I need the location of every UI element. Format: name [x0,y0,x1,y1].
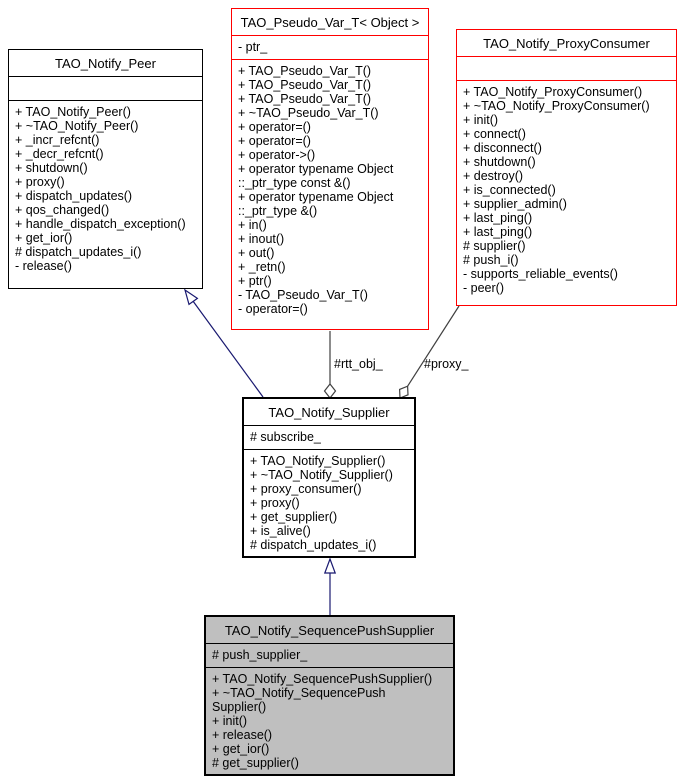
member-line: + TAO_Notify_ProxyConsumer() [463,85,643,99]
member-line: Supplier() [212,700,267,714]
member-line: + shutdown() [463,155,536,169]
member-line: + init() [212,714,248,728]
member-line: + destroy() [463,169,524,183]
member-line: + operator=() [238,120,311,134]
member-line: + get_supplier() [250,510,338,524]
class-attributes [244,425,414,450]
member-line: + out() [238,246,275,260]
member-line: + is_alive() [250,524,311,538]
member-line: + init() [463,113,499,127]
class-attributes [457,56,676,81]
member-line: ::_ptr_type &() [238,204,318,218]
edge-label-rtt-obj: #rtt_obj_ [334,357,383,371]
member-line: + release() [212,728,273,742]
member-line: # supplier() [463,239,526,253]
member-line: - ptr_ [238,40,268,54]
member-line: - TAO_Pseudo_Var_T() [238,288,368,302]
member-line: - release() [15,259,72,273]
class-box-tao-notify-peer[interactable] [8,49,203,289]
class-attributes [9,76,202,101]
member-line: ::_ptr_type const &() [238,176,351,190]
member-line: + operator=() [238,134,311,148]
member-line: + ptr() [238,274,272,288]
member-line: + connect() [463,127,526,141]
class-box-tao-notify-supplier[interactable] [242,397,416,558]
class-box-tao-notify-proxyconsumer[interactable] [456,29,677,306]
member-line: - peer() [463,281,504,295]
class-title: TAO_Notify_Peer [55,56,156,71]
class-title: TAO_Notify_Supplier [268,405,390,420]
class-methods [244,450,414,556]
member-line: + qos_changed() [15,203,110,217]
member-line: + last_ping() [463,225,533,239]
member-line: + _decr_refcnt() [15,147,104,161]
member-line: + proxy() [250,496,300,510]
member-line: # get_supplier() [212,756,299,770]
class-title: TAO_Notify_ProxyConsumer [483,36,650,51]
member-line: + disconnect() [463,141,542,155]
member-line: + get_ior() [212,742,270,756]
member-line: + TAO_Pseudo_Var_T() [238,92,372,106]
member-line: + TAO_Notify_SequencePushSupplier() [212,672,433,686]
class-methods [457,81,676,305]
member-line: + last_ping() [463,211,533,225]
member-line: # push_supplier_ [212,648,308,662]
member-line: + proxy() [15,175,65,189]
member-line: + _retn() [238,260,286,274]
member-line: # push_i() [463,253,519,267]
class-title: TAO_Pseudo_Var_T< Object > [240,15,420,30]
member-line: + get_ior() [15,231,73,245]
member-line: + ~TAO_Notify_SequencePush [212,686,386,700]
member-line: - operator=() [238,302,308,316]
member-line: # dispatch_updates_i() [250,538,377,552]
member-line: - supports_reliable_events() [463,267,618,281]
member-line: + TAO_Notify_Peer() [15,105,131,119]
member-line: + ~TAO_Notify_ProxyConsumer() [463,99,650,113]
class-box-tao-notify-sequencepushsupplier[interactable] [204,615,455,776]
class-box-tao-pseudo-var-t[interactable] [231,8,429,330]
class-attributes [232,35,428,60]
inheritance-edge-sequencepushsupplier-to-supplier [325,559,335,615]
member-line: + ~TAO_Notify_Peer() [15,119,139,133]
member-line: + proxy_consumer() [250,482,362,496]
member-line: + TAO_Pseudo_Var_T() [238,78,372,92]
member-line: + supplier_admin() [463,197,567,211]
member-line: # subscribe_ [250,430,321,444]
member-line: + inout() [238,232,285,246]
member-line: + is_connected() [463,183,556,197]
edge-label-proxy: #proxy_ [424,357,469,371]
member-line: + _incr_refcnt() [15,133,100,147]
member-line: + handle_dispatch_exception() [15,217,186,231]
member-line: + operator->() [238,148,316,162]
member-line: + dispatch_updates() [15,189,133,203]
class-attributes [206,643,453,668]
member-line: + operator typename Object [238,162,394,176]
member-line: + ~TAO_Pseudo_Var_T() [238,106,379,120]
member-line: + operator typename Object [238,190,394,204]
member-line: + in() [238,218,267,232]
class-title: TAO_Notify_SequencePushSupplier [224,623,435,638]
member-line: # dispatch_updates_i() [15,245,142,259]
member-line: + TAO_Notify_Supplier() [250,454,386,468]
member-line: + shutdown() [15,161,88,175]
member-line: + TAO_Pseudo_Var_T() [238,64,372,78]
class-methods [9,101,202,288]
member-line: + ~TAO_Notify_Supplier() [250,468,393,482]
class-methods [232,60,428,329]
class-methods [206,668,453,774]
